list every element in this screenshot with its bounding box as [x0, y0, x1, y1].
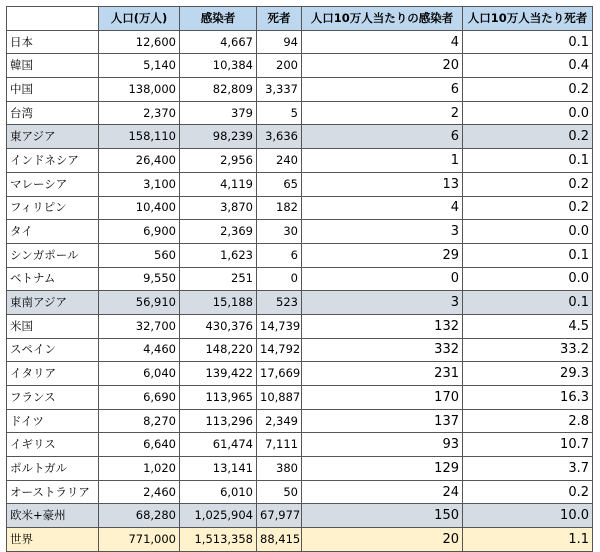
- country-name: 欧米+豪州: [7, 504, 99, 528]
- country-name: 中国: [7, 78, 99, 102]
- deaths-per-100k-cell: 0.0: [463, 220, 593, 244]
- population-cell: 68,280: [99, 504, 180, 528]
- cases-cell: 98,239: [180, 125, 257, 149]
- deaths-cell: 50: [257, 480, 302, 504]
- country-name: 韓国: [7, 54, 99, 78]
- table-row: [7, 409, 593, 433]
- cases-per-100k-cell: 4: [302, 196, 463, 220]
- population-cell: 6,690: [99, 386, 180, 410]
- cases-cell: 15,188: [180, 291, 257, 315]
- country-name: オーストラリア: [7, 480, 99, 504]
- deaths-per-100k-cell: 0.0: [463, 267, 593, 291]
- header-cases: 感染者: [180, 7, 257, 31]
- cases-per-100k-cell: 231: [302, 362, 463, 386]
- cases-cell: 2,956: [180, 149, 257, 173]
- deaths-per-100k-cell: 16.3: [463, 386, 593, 410]
- deaths-per-100k-cell: 29.3: [463, 362, 593, 386]
- deaths-cell: 523: [257, 291, 302, 315]
- country-name: イギリス: [7, 433, 99, 457]
- population-cell: 771,000: [99, 528, 180, 552]
- cases-cell: 2,369: [180, 220, 257, 244]
- cases-cell: 82,809: [180, 78, 257, 102]
- cases-cell: 139,422: [180, 362, 257, 386]
- population-cell: 138,000: [99, 78, 180, 102]
- deaths-per-100k-cell: 33.2: [463, 338, 593, 362]
- population-cell: 1,020: [99, 457, 180, 481]
- cases-per-100k-cell: 1: [302, 149, 463, 173]
- table-row: [7, 338, 593, 362]
- cases-per-100k-cell: 137: [302, 409, 463, 433]
- deaths-per-100k-cell: 0.2: [463, 78, 593, 102]
- country-name: フランス: [7, 386, 99, 410]
- deaths-cell: 380: [257, 457, 302, 481]
- cases-cell: 430,376: [180, 314, 257, 338]
- cases-per-100k-cell: 29: [302, 243, 463, 267]
- table-row: [7, 243, 593, 267]
- cases-cell: 1,513,358: [180, 528, 257, 552]
- table-row: [7, 457, 593, 481]
- deaths-per-100k-cell: 0.2: [463, 196, 593, 220]
- country-name: 世界: [7, 528, 99, 552]
- cases-per-100k-cell: 93: [302, 433, 463, 457]
- country-name: シンガポール: [7, 243, 99, 267]
- deaths-per-100k-cell: 0.2: [463, 125, 593, 149]
- table-row: [7, 54, 593, 78]
- table-row: [7, 314, 593, 338]
- deaths-per-100k-cell: 3.7: [463, 457, 593, 481]
- deaths-cell: 3,636: [257, 125, 302, 149]
- population-cell: 6,040: [99, 362, 180, 386]
- table-row: [7, 386, 593, 410]
- deaths-cell: 14,792: [257, 338, 302, 362]
- deaths-per-100k-cell: 0.2: [463, 480, 593, 504]
- deaths-per-100k-cell: 4.5: [463, 314, 593, 338]
- country-name: 日本: [7, 30, 99, 54]
- world-total-row: [7, 528, 593, 552]
- population-cell: 56,910: [99, 291, 180, 315]
- country-name: タイ: [7, 220, 99, 244]
- deaths-cell: 94: [257, 30, 302, 54]
- cases-per-100k-cell: 13: [302, 172, 463, 196]
- cases-cell: 1,623: [180, 243, 257, 267]
- population-cell: 5,140: [99, 54, 180, 78]
- cases-per-100k-cell: 0: [302, 267, 463, 291]
- subtotal-row: [7, 504, 593, 528]
- deaths-cell: 7,111: [257, 433, 302, 457]
- population-cell: 9,550: [99, 267, 180, 291]
- deaths-per-100k-cell: 0.0: [463, 101, 593, 125]
- cases-per-100k-cell: 20: [302, 528, 463, 552]
- cases-per-100k-cell: 4: [302, 30, 463, 54]
- table-row: [7, 149, 593, 173]
- country-name: 東アジア: [7, 125, 99, 149]
- cases-per-100k-cell: 132: [302, 314, 463, 338]
- deaths-per-100k-cell: 2.8: [463, 409, 593, 433]
- deaths-cell: 17,669: [257, 362, 302, 386]
- population-cell: 6,640: [99, 433, 180, 457]
- deaths-cell: 182: [257, 196, 302, 220]
- header-deaths-per-100k: 人口10万人当たり死者: [463, 7, 593, 31]
- cases-per-100k-cell: 6: [302, 125, 463, 149]
- cases-cell: 10,384: [180, 54, 257, 78]
- country-name: フィリピン: [7, 196, 99, 220]
- population-cell: 12,600: [99, 30, 180, 54]
- deaths-per-100k-cell: 0.1: [463, 243, 593, 267]
- population-cell: 560: [99, 243, 180, 267]
- cases-cell: 251: [180, 267, 257, 291]
- deaths-cell: 200: [257, 54, 302, 78]
- table-row: [7, 220, 593, 244]
- country-name: ドイツ: [7, 409, 99, 433]
- cases-per-100k-cell: 20: [302, 54, 463, 78]
- deaths-per-100k-cell: 0.1: [463, 149, 593, 173]
- table-row: [7, 101, 593, 125]
- table-row: [7, 362, 593, 386]
- deaths-per-100k-cell: 0.4: [463, 54, 593, 78]
- deaths-per-100k-cell: 10.7: [463, 433, 593, 457]
- cases-per-100k-cell: 129: [302, 457, 463, 481]
- country-name: マレーシア: [7, 172, 99, 196]
- cases-cell: 13,141: [180, 457, 257, 481]
- country-name: ポルトガル: [7, 457, 99, 481]
- cases-per-100k-cell: 332: [302, 338, 463, 362]
- population-cell: 158,110: [99, 125, 180, 149]
- cases-cell: 148,220: [180, 338, 257, 362]
- subtotal-row: [7, 125, 593, 149]
- deaths-cell: 65: [257, 172, 302, 196]
- deaths-cell: 0: [257, 267, 302, 291]
- header-cases-per-100k: 人口10万人当たりの感染者: [302, 7, 463, 31]
- country-name: イタリア: [7, 362, 99, 386]
- table-body: [7, 30, 593, 551]
- table-row: [7, 30, 593, 54]
- cases-per-100k-cell: 150: [302, 504, 463, 528]
- deaths-per-100k-cell: 0.1: [463, 291, 593, 315]
- population-cell: 8,270: [99, 409, 180, 433]
- header-population: 人口(万人): [99, 7, 180, 31]
- deaths-cell: 10,887: [257, 386, 302, 410]
- population-cell: 2,460: [99, 480, 180, 504]
- cases-per-100k-cell: 2: [302, 101, 463, 125]
- cases-cell: 3,870: [180, 196, 257, 220]
- population-cell: 2,370: [99, 101, 180, 125]
- cases-per-100k-cell: 170: [302, 386, 463, 410]
- header-deaths: 死者: [257, 7, 302, 31]
- deaths-cell: 88,415: [257, 528, 302, 552]
- covid-stats-table: [6, 6, 593, 552]
- cases-cell: 379: [180, 101, 257, 125]
- table-row: [7, 196, 593, 220]
- cases-cell: 4,119: [180, 172, 257, 196]
- deaths-per-100k-cell: 0.2: [463, 172, 593, 196]
- population-cell: 26,400: [99, 149, 180, 173]
- cases-per-100k-cell: 3: [302, 291, 463, 315]
- table-row: [7, 78, 593, 102]
- table-row: [7, 433, 593, 457]
- cases-per-100k-cell: 3: [302, 220, 463, 244]
- deaths-cell: 67,977: [257, 504, 302, 528]
- population-cell: 10,400: [99, 196, 180, 220]
- cases-per-100k-cell: 24: [302, 480, 463, 504]
- country-name: インドネシア: [7, 149, 99, 173]
- country-name: 米国: [7, 314, 99, 338]
- covid-stats-table-container: [6, 6, 593, 552]
- deaths-cell: 6: [257, 243, 302, 267]
- deaths-cell: 240: [257, 149, 302, 173]
- cases-cell: 6,010: [180, 480, 257, 504]
- table-row: [7, 480, 593, 504]
- deaths-per-100k-cell: 1.1: [463, 528, 593, 552]
- header-corner: [7, 7, 99, 31]
- cases-cell: 1,025,904: [180, 504, 257, 528]
- deaths-cell: 30: [257, 220, 302, 244]
- cases-per-100k-cell: 6: [302, 78, 463, 102]
- table-row: [7, 172, 593, 196]
- table-row: [7, 267, 593, 291]
- cases-cell: 4,667: [180, 30, 257, 54]
- population-cell: 3,100: [99, 172, 180, 196]
- deaths-cell: 2,349: [257, 409, 302, 433]
- country-name: 台湾: [7, 101, 99, 125]
- deaths-cell: 5: [257, 101, 302, 125]
- cases-cell: 61,474: [180, 433, 257, 457]
- deaths-per-100k-cell: 10.0: [463, 504, 593, 528]
- country-name: 東南アジア: [7, 291, 99, 315]
- country-name: ベトナム: [7, 267, 99, 291]
- population-cell: 4,460: [99, 338, 180, 362]
- population-cell: 32,700: [99, 314, 180, 338]
- header-row: [7, 7, 593, 31]
- deaths-per-100k-cell: 0.1: [463, 30, 593, 54]
- deaths-cell: 14,739: [257, 314, 302, 338]
- population-cell: 6,900: [99, 220, 180, 244]
- subtotal-row: [7, 291, 593, 315]
- cases-cell: 113,965: [180, 386, 257, 410]
- country-name: スペイン: [7, 338, 99, 362]
- cases-cell: 113,296: [180, 409, 257, 433]
- deaths-cell: 3,337: [257, 78, 302, 102]
